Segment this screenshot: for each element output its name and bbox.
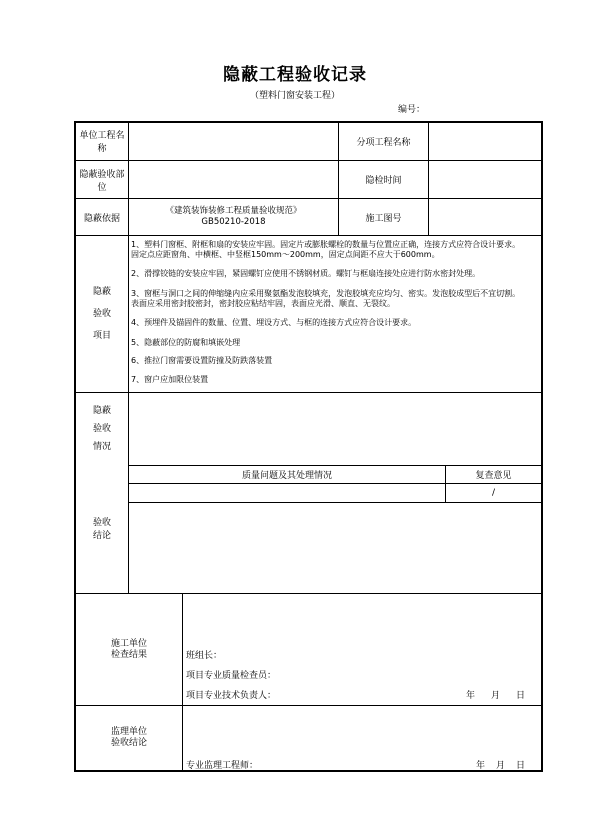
- inspection-item-3: 3、窗框与洞口之间的伸缩缝内应采用聚氨酯发泡胶填充，发泡胶填充应均匀、密实。发泡胶成型后不宜切割。表面应采用密封胶密封，密封胶应粘结牢固，表面应光滑、顺直、无裂纹。: [131, 289, 521, 308]
- hidden-part-label: 隐蔽验收部位: [79, 169, 125, 193]
- sub-project-field[interactable]: [429, 122, 541, 160]
- conclusion-label: 验收 结论: [92, 517, 111, 541]
- situation-field[interactable]: [129, 393, 541, 465]
- hidden-part-field[interactable]: [129, 161, 338, 198]
- review-header: 复查意见: [475, 471, 512, 481]
- drawing-number-label: 施工图号: [365, 213, 402, 224]
- basis-value: [129, 199, 338, 235]
- page-title: 隐蔽工程验收记录: [223, 65, 367, 85]
- construction-month: 月: [491, 691, 501, 701]
- basis-standard-title: 《建筑装饰装修工程质量验收规范》: [165, 206, 302, 216]
- sub-project-label: 分项工程名称: [356, 137, 411, 148]
- inspection-item-6: 6、推拉门窗需要设置防撞及防跌落装置: [131, 356, 273, 365]
- supervision-year: 年: [476, 761, 486, 771]
- inspection-item-4: 4、预埋件及锚固件的数量、位置、埋设方式、与框的连接方式应符合设计要求。: [131, 318, 417, 327]
- quality-inspector-label: 项目专业质量检查员：: [186, 671, 277, 681]
- inspection-items-label: 隐蔽 验收 项目: [92, 287, 111, 341]
- check-time-field[interactable]: [429, 161, 541, 198]
- inspection-item-5: 5、隐蔽部位的防腐和填嵌处理: [131, 338, 241, 347]
- supervision-engineer-label: 专业监理工程师：: [186, 761, 259, 771]
- check-time-label: 隐检时间: [365, 176, 402, 186]
- construction-day: 日: [516, 691, 526, 701]
- team-leader-label: 班组长：: [186, 651, 223, 661]
- unit-project-field[interactable]: [129, 122, 338, 160]
- construction-unit-label: 施工单位 检查结果: [110, 638, 147, 660]
- basis-standard-code: GB50210-2018: [201, 217, 266, 227]
- inspection-item-7: 7、窗户应加限位装置: [131, 375, 209, 384]
- situation-label: 隐蔽 验收 情况: [92, 406, 111, 452]
- basis-label: 隐蔽依据: [83, 213, 120, 224]
- unit-project-label: 单位工程名称: [79, 131, 125, 154]
- issues-field[interactable]: [129, 484, 445, 502]
- issues-header: 质量问题及其处理情况: [241, 471, 332, 481]
- inspection-item-1: 1、塑料门窗框、附框和扇的安装应牢固。固定片或膨胀螺栓的数量与位置应正确，连接方式应符合设计要求。固定点应距窗角、中横框、中竖框150mm～200mm，固定点间距不应大于600mm。: [131, 240, 521, 259]
- conclusion-field[interactable]: [129, 503, 541, 593]
- construction-year: 年: [466, 691, 476, 701]
- supervision-day: 日: [516, 761, 526, 771]
- supervision-unit-label: 监理单位 验收结论: [110, 727, 147, 748]
- supervision-month: 月: [496, 761, 506, 771]
- serial-number-label: 编号：: [398, 105, 426, 115]
- tech-lead-label: 项目专业技术负责人：: [186, 691, 277, 701]
- review-value: /: [491, 488, 496, 498]
- page-subtitle: （塑料门窗安装工程）: [249, 91, 340, 101]
- inspection-item-2: 2、滑撑铰链的安装应牢固，紧固螺钉应使用不锈钢材质。螺钉与框扇连接处应进行防水密封处理。: [131, 269, 481, 278]
- drawing-number-field[interactable]: [429, 199, 541, 235]
